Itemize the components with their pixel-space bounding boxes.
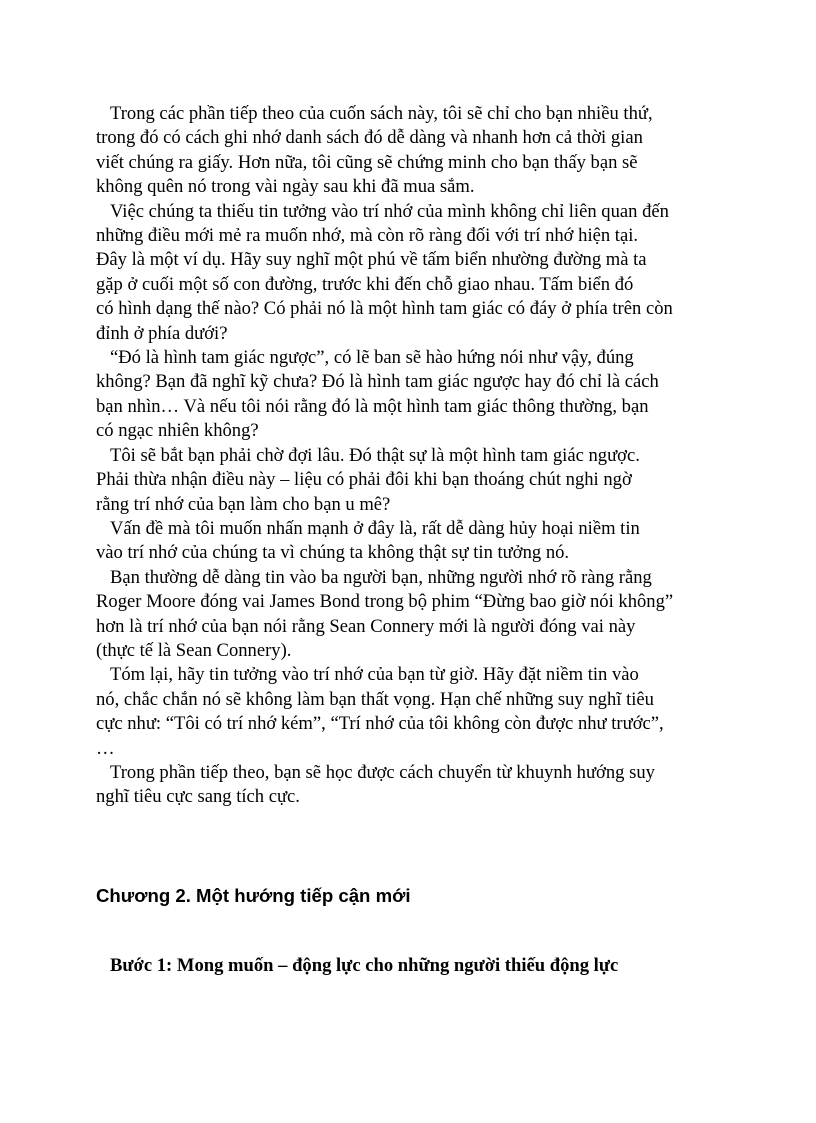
step-title: Bước 1: Mong muốn – động lực cho những người thiếu động lực [110,955,619,976]
paragraph-8: Trong phần tiếp theo, bạn sẽ học được cách chuyển từ khuynh hướng suy nghĩ tiêu cực sang tích cực. [96,761,655,808]
paragraph-4: Tôi sẽ bắt bạn phải chờ đợi lâu. Đó thật sự là một hình tam giác ngược. Phải thừa nhận điều này – liệu có phải đôi khi bạn thoáng chút nghi ngờ rằng trí nhớ của bạn làm cho bạn u mê? [96,444,640,515]
paragraph-7: Tóm lại, hãy tin tưởng vào trí nhớ của bạn từ giờ. Hãy đặt niềm tin vào nó, chắc chắn nó sẽ không làm bạn thất vọng. Hạn chế những suy nghĩ tiêu cực như: “Tôi có trí nhớ kém”, “Trí nhớ của tôi không còn được như trước”, … [96,664,664,759]
paragraph-5: Vấn đề mà tôi muốn nhấn mạnh ở đây là, rất dễ dàng hủy hoại niềm tin vào trí nhớ của chúng ta vì chúng ta không thật sự tin tưởng nó. [96,517,640,564]
paragraph-6: Bạn thường dễ dàng tin vào ba người bạn, những người nhớ rõ ràng rằng Roger Moore đóng vai James Bond trong bộ phim “Đừng bao giờ nói không” hơn là trí nhớ của bạn nói rằng Sean Connery mới là người đóng vai này (thực tế là Sean Connery). [96,566,674,661]
chapter-title: Chương 2. Một hướng tiếp cận mới [96,885,411,906]
paragraph-2: Việc chúng ta thiếu tin tưởng vào trí nhớ của mình không chỉ liên quan đến những điều mới mẻ ra muốn nhớ, mà còn rõ ràng đối với trí nhớ hiện tại. Đây là một ví dụ. Hãy suy nghĩ một phú về tấm biển nhường đường mà ta gặp ở cuối một số con đường, trước khi đến chỗ giao nhau. Tấm biển đó có hình dạng thế nào? Có phải nó là một hình tam giác có đáy ở phía trên còn đỉnh ở phía dưới? [96,200,673,344]
body-text [96,102,724,810]
paragraph-3: “Đó là hình tam giác ngược”, có lẽ ban sẽ hào hứng nói như vậy, đúng không? Bạn đã nghĩ kỹ chưa? Đó là hình tam giác ngược hay đó chỉ là cách bạn nhìn… Và nếu tôi nói rằng đó là một hình tam giác thông thường, bạn có ngạc nhiên không? [96,347,659,442]
paragraph-1: Trong các phần tiếp theo của cuốn sách này, tôi sẽ chỉ cho bạn nhiều thứ, trong đó có cách ghi nhớ danh sách đó dễ dàng và nhanh hơn cả thời gian viết chúng ra giấy. Hơn nữa, tôi cũng sẽ chứng minh cho bạn thấy bạn sẽ không quên nó trong vài ngày sau khi đã mua sắm. [96,103,653,198]
